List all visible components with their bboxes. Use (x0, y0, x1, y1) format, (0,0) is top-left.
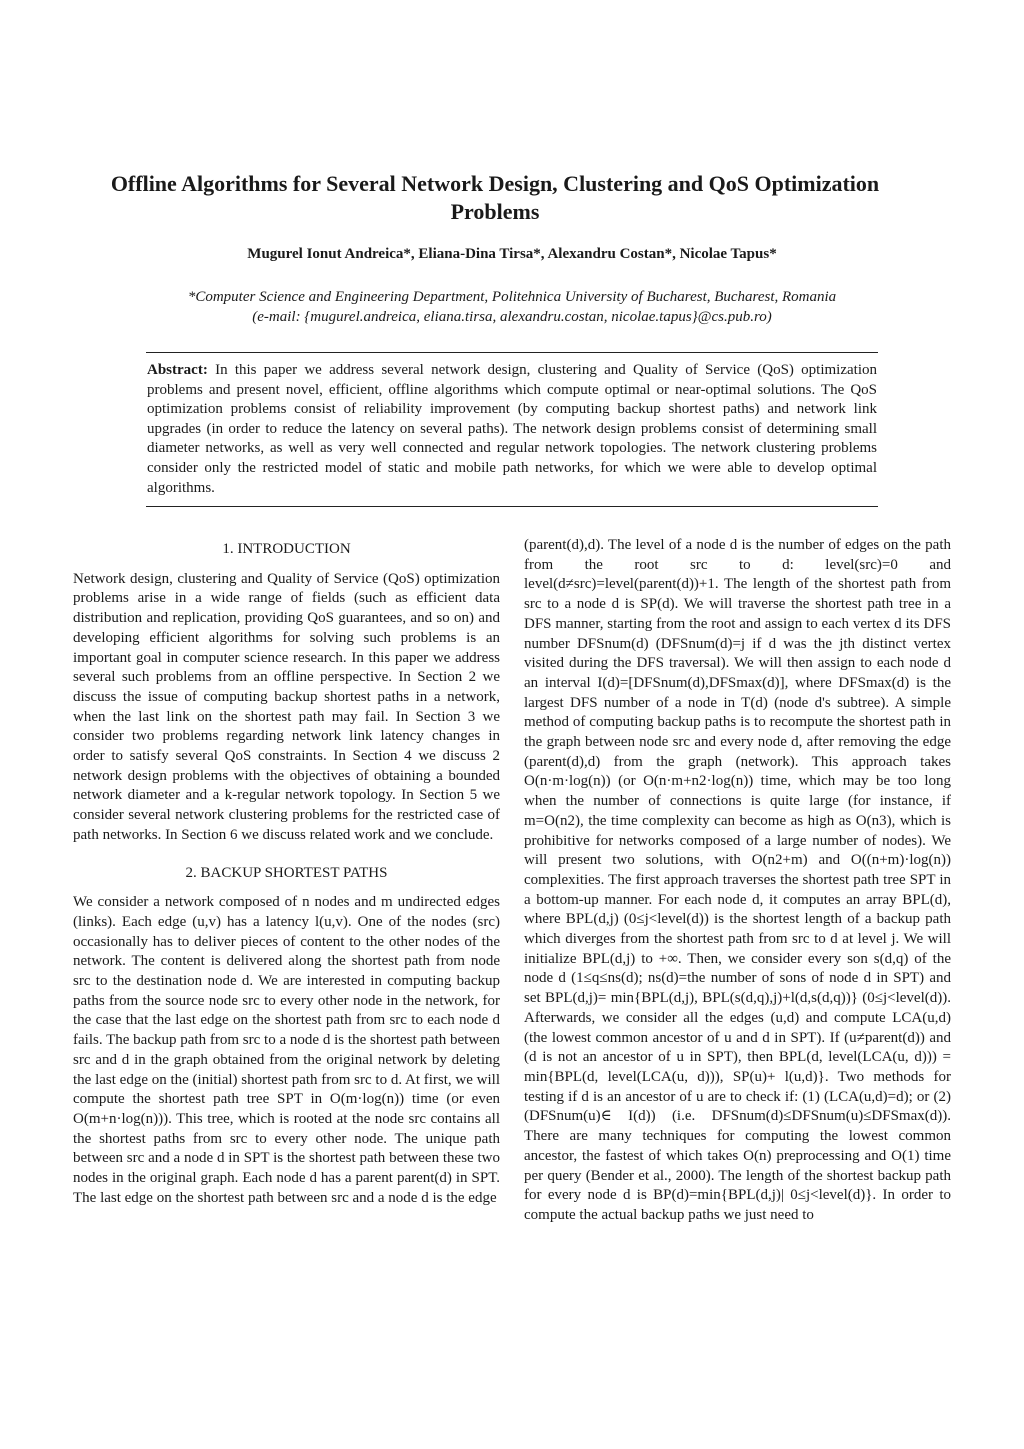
section-2-body-continued: (parent(d),d). The level of a node d is the number of edges on the path from the root src to d: level(src)=0 and level(d≠src)=level(parent(d))+1. The length of the shortest path from src to a node d is SP(d). We will traverse the shortest path tree in a DFS manner, starting from the root and assign to each vertex d its DFS number DFSnum(d) (DFSnum(d)=j if d was the jth distinct vertex visited during the DFS traversal). We will then assign to each node d an interval I(d)=[DFSnum(d),DFSmax(d)], where DFSmax(d) is the largest DFS number of a node in T(d) (node d's subtree). A simple method of computing backup paths is to recompute the shortest path in the graph between node src and every node d, after removing the edge (parent(d),d) from the graph (network). This approach takes O(n·m·log(n)) (or O(n·m+n2·log(n)) time, which may be too long when the number of connections is quite large (for instance, if m=O(n2), the time complexity can become as high as O(n3), which is prohibitive for networks composed of a large number of nodes). We will present two solutions, with O(n2+m) and O((n+m)·log(n)) complexities. The first approach traverses the shortest path tree SPT in a bottom-up manner. For each node d, it computes an array BPL(d), where BPL(d,j) (0≤j<level(d)) is the shortest length of a backup path which diverges from the shortest path from src to d at level j. We will initialize BPL(d,j) to +∞. Then, we consider every son s(d,q) of the node d (1≤q≤ns(d); ns(d)=the number of sons of node d in SPT) and set BPL(d,j)= min{BPL(d,j), BPL(s(d,q),j)+l(d,s(d,q))} (0≤j<level(d)). Afterwards, we consider all the edges (u,d) and compute LCA(u,d) (the lowest common ancestor of u and d in SPT). If (u≠parent(d)) and (d is not an ancestor of u in SPT), then BPL(d, level(LCA(u, d))) = min{BPL(d, level(LCA(u, d))), SP(u)+ l(u,d)}. Two methods for testing if d is an ancestor of u are to check if: (1) (LCA(u,d)=d); or (2) (DFSnum(u)∈ I(d)) (i.e. DFSnum(d)≤DFSnum(u)≤DFSmax(d)). There are many techniques for computing the lowest common ancestor, the fastest of which takes O(n) preprocessing and O(1) time per query (Bender et al., 2000). The length of the shortest backup path for every node d is BP(d)=min{BPL(d,j)| 0≤j<level(d)}. In order to compute the actual backup paths we just need to (524, 537, 951, 1223)
section-2-body: We consider a network composed of n nodes and m undirected edges (links). Each edge (u,v) has a latency l(u,v). One of the nodes (src) occasionally has to deliver pieces of content to the other nodes of the network. The content is delivered along the shortest path from node src to the destination node d. We are interested in computing backup paths from the source node src to every other node in the network, for the case that the last edge on the shortest path from src to each node d fails. The backup path from src to a node d is the shortest path between src and d in the graph obtained from the original network by deleting the last edge on the (initial) shortest path from src to d. At first, we will compute the shortest path tree SPT in O(m·log(n)) time (or even O(m+n·log(n))). This tree, which is rooted at the node src contains all the shortest paths from src to every other node. The unique path between src and a node d in SPT is the shortest path between these two nodes in the original graph. Each node d has a parent parent(d) in SPT. The last edge on the shortest path between src and a node d is the edge (73, 894, 500, 1206)
affiliation-line: *Computer Science and Engineering Department, Politehnica University of Bucharest, Bucharest, Romania (187, 289, 837, 305)
section-1-heading: 1. INTRODUCTION (222, 541, 351, 557)
author-list: Mugurel Ionut Andreica*, Eliana-Dina Tirsa*, Alexandru Costan*, Nicolae Tapus* (247, 246, 777, 262)
email-line: (e-mail: {mugurel.andreica, eliana.tirsa, alexandru.costan, nicolae.tapus}@cs.pub.ro) (252, 309, 772, 325)
abstract (147, 361, 877, 498)
abstract-label: Abstract: (147, 362, 208, 378)
paper-title: Offline Algorithms for Several Network Design, Clustering and QoS Optimization Problems (110, 171, 880, 224)
abstract-bottom-rule (146, 506, 878, 507)
section-2-heading: 2. BACKUP SHORTEST PATHS (185, 864, 388, 881)
abstract-text: In this paper we address several network design, clustering and Quality of Service (QoS) optimization problems and present novel, efficient, offline algorithms which compute optimal or near-optimal solutions. The QoS optimization problems consist of reliability improvement (by computing backup shortest paths) and network link upgrades (in order to reduce the latency on several paths). The network design problems consist of determining small diameter networks, as well as very well connected and regular network topologies. The network clustering problems consider only the restricted model of static and mobile path networks, for which we were able to develop optimal algorithms. (147, 362, 877, 496)
right-column (524, 536, 951, 1226)
abstract-top-rule (146, 352, 878, 353)
section-1-body: Network design, clustering and Quality of Service (QoS) optimization problems arise in a wide range of fields (such as efficient data distribution and replication, providing QoS guarantees, and so on) and developing efficient algorithms for solving such problems is an important goal in computer science research. In this paper we address several such problems from an offline perspective. In Section 2 we discuss the issue of computing backup shortest paths in a network, when the last link on the shortest path may fail. In Section 3 we consider two problems regarding network link latency changes in order to satisfy several QoS constraints. In Section 4 we discuss 2 network design problems with the objectives of obtaining a bounded network diameter and a k-regular network topology. In Section 5 we consider several network clustering problems for the restricted case of path networks. In Section 6 we discuss related work and we conclude. (73, 570, 500, 843)
affiliation (80, 287, 944, 327)
left-column (73, 536, 500, 1209)
